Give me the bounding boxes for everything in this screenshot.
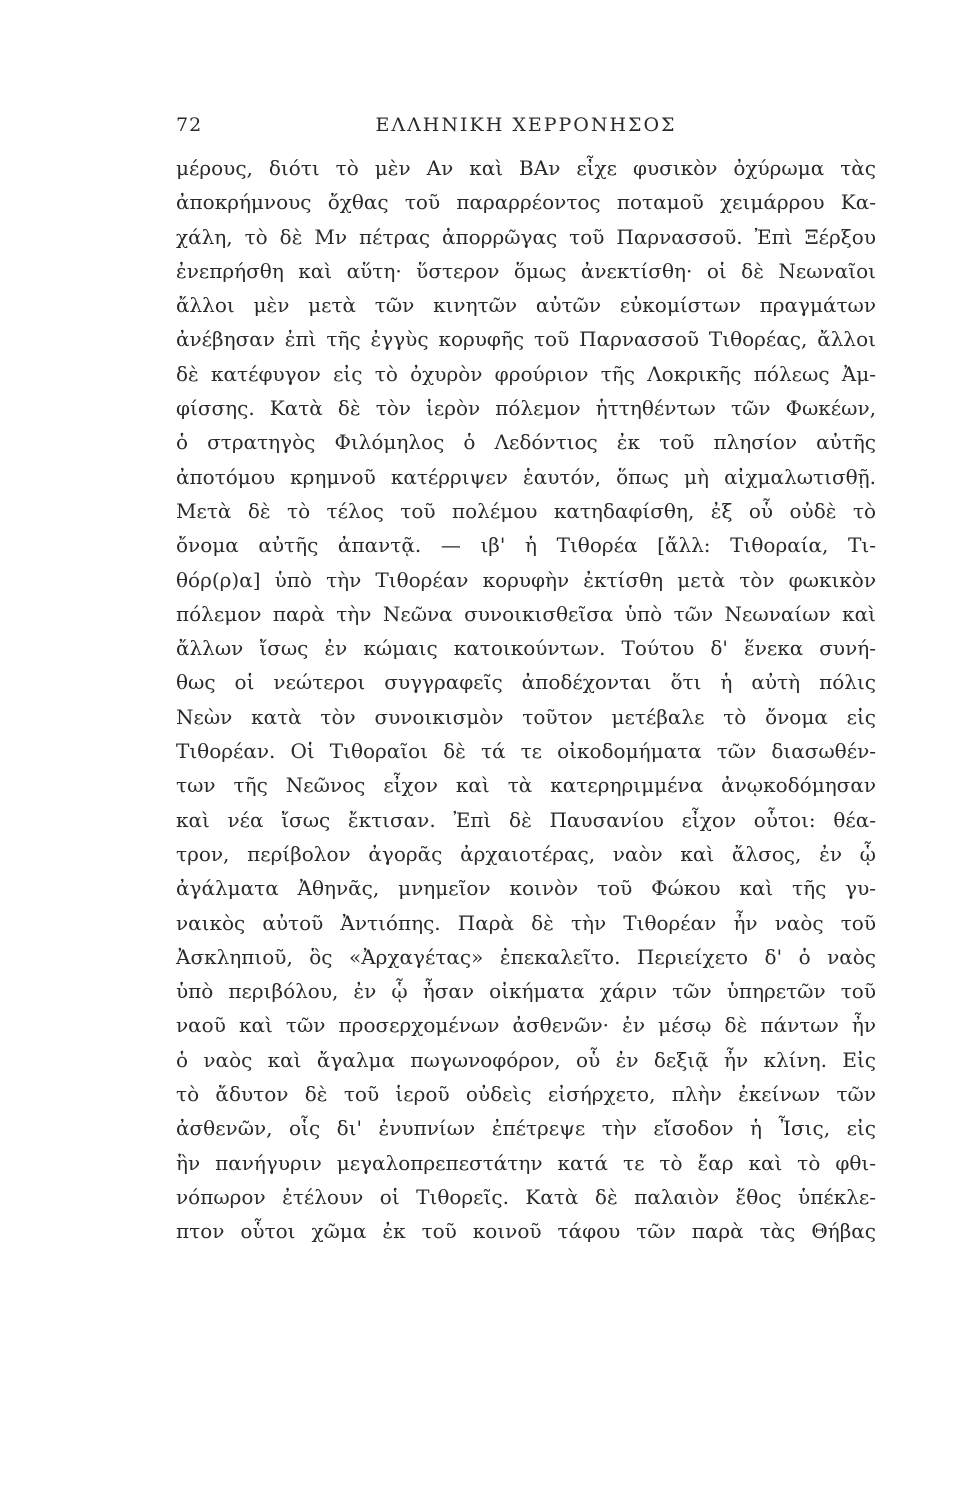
text-line: ὄνομα αὐτῆς ἀπαντᾷ. — ιβ' ἡ Τιθορέα [ἄλλ: Τιθοραία, Τι- [176,533,876,558]
text-line: ἀνέβησαν ἐπὶ τῆς ἐγγὺς κορυφῆς τοῦ Παρνασσοῦ Τιθορέας, ἄλλοι [176,327,876,352]
running-head-title: ΕΛΛΗΝΙΚΗ ΧΕΡΡΟΝΗΣΟΣ [375,114,677,136]
text-line: καὶ νέα ἴσως ἔκτισαν. Ἐπὶ δὲ Παυσανίου εἶχον οὗτοι: θέα- [176,807,876,832]
text-line: Ἀσκληπιοῦ, ὃς «Ἀρχαγέτας» ἐπεκαλεῖτο. Περιείχετο δ' ὁ ναὸς [176,944,876,969]
text-line: τὸ ἄδυτον δὲ τοῦ ἱεροῦ οὐδεὶς εἰσήρχετο, πλὴν ἐκείνων τῶν [176,1082,876,1107]
text-line: θως οἱ νεώτεροι συγγραφεῖς ἀποδέχονται ὅτι ἡ αὐτὴ πόλις [176,670,876,695]
text-line: ἀποτόμου κρημνοῦ κατέρριψεν ἑαυτόν, ὅπως μὴ αἰχμαλωτισθῇ. [176,464,876,489]
text-line: δὲ κατέφυγον εἰς τὸ ὀχυρὸν φρούριον τῆς Λοκρικῆς πόλεως Ἀμ- [176,361,876,386]
text-line: νόπωρον ἐτέλουν οἱ Τιθορεῖς. Κατὰ δὲ παλαιὸν ἔθος ὑπέκλε- [176,1184,876,1209]
text-line: ναοῦ καὶ τῶν προσερχομένων ἀσθενῶν· ἐν μέσῳ δὲ πάντων ἦν [176,1013,876,1038]
text-line: ἄλλων ἴσως ἐν κώμαις κατοικούντων. Τούτου δ' ἕνεκα συνή- [176,636,876,661]
text-line: ἐνεπρήσθη καὶ αὕτη· ὕστερον ὅμως ἀνεκτίσθη· οἱ δὲ Νεωναῖοι [176,258,876,283]
text-line: ὁ στρατηγὸς Φιλόμηλος ὁ Λεδόντιος ἐκ τοῦ πλησίον αὐτῆς [176,430,876,455]
text-line: χάλη, τὸ δὲ Μν πέτρας ἀπορρῶγας τοῦ Παρνασσοῦ. Ἐπὶ Ξέρξου [176,224,876,249]
text-line: ἀσθενῶν, οἷς δι' ἐνυπνίων ἐπέτρεψε τὴν εἴσοδον ἡ Ἶσις, εἰς [176,1116,876,1141]
text-line: ὑπὸ περιβόλου, ἐν ᾧ ἦσαν οἰκήματα χάριν τῶν ὑπηρετῶν τοῦ [176,979,876,1004]
page-number: 72 [176,114,203,136]
text-line: Τιθορέαν. Οἱ Τιθοραῖοι δὲ τά τε οἰκοδομήματα τῶν διασωθέν- [176,739,876,764]
running-head [176,114,876,144]
text-line: φίσσης. Κατὰ δὲ τὸν ἱερὸν πόλεμον ἡττηθέντων τῶν Φωκέων, [176,396,876,421]
text-line: πτον οὗτοι χῶμα ἐκ τοῦ κοινοῦ τάφου τῶν παρὰ τὰς Θήβας [176,1219,876,1244]
text-line: πόλεμον παρὰ τὴν Νεῶνα συνοικισθεῖσα ὑπὸ τῶν Νεωναίων καὶ [176,601,876,626]
text-line: Νεὼν κατὰ τὸν συνοικισμὸν τοῦτον μετέβαλε τὸ ὄνομα εἰς [176,704,876,729]
body-text [176,151,876,1249]
text-line: των τῆς Νεῶνος εἶχον καὶ τὰ κατερηριμμένα ἀνῳκοδόμησαν [176,773,876,798]
text-line: θόρ(ρ)α] ὑπὸ τὴν Τιθορέαν κορυφὴν ἐκτίσθη μετὰ τὸν φωκικὸν [176,567,876,592]
text-line: ἣν πανήγυριν μεγαλοπρεπεστάτην κατά τε τὸ ἔαρ καὶ τὸ φθι- [176,1150,876,1175]
text-line: ναικὸς αὐτοῦ Ἀντιόπης. Παρὰ δὲ τὴν Τιθορέαν ἦν ναὸς τοῦ [176,910,876,935]
text-line: τρον, περίβολον ἀγορᾶς ἀρχαιοτέρας, ναὸν καὶ ἄλσος, ἐν ᾧ [176,841,876,866]
text-line: ἀποκρήμνους ὄχθας τοῦ παραρρέοντος ποταμοῦ χειμάρρου Κα- [176,190,876,215]
text-line: ὁ ναὸς καὶ ἄγαλμα πωγωνοφόρον, οὗ ἐν δεξιᾷ ἦν κλίνη. Εἰς [176,1047,876,1072]
text-line: μέρους, διότι τὸ μὲν Αν καὶ ΒΑν εἶχε φυσικὸν ὀχύρωμα τὰς [176,156,876,180]
text-line: ἄλλοι μὲν μετὰ τῶν κινητῶν αὐτῶν εὐκομίστων πραγμάτων [176,293,876,318]
text-line: ἀγάλματα Ἀθηνᾶς, μνημεῖον κοινὸν τοῦ Φώκου καὶ τῆς γυ- [176,876,876,901]
text-line: Μετὰ δὲ τὸ τέλος τοῦ πολέμου κατηδαφίσθη, ἐξ οὗ οὐδὲ τὸ [176,498,876,523]
